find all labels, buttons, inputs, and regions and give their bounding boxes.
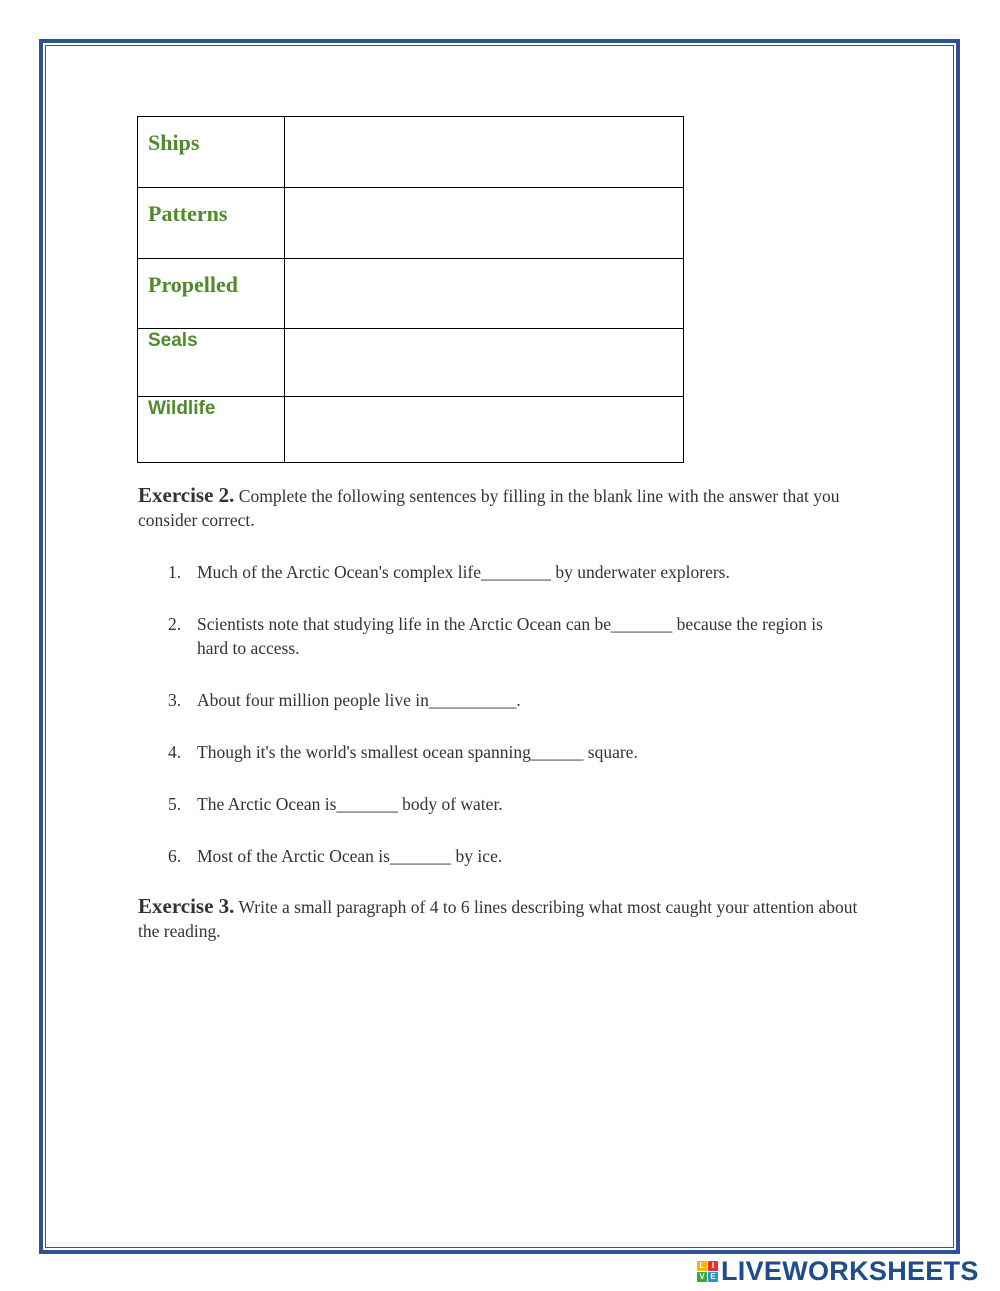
vocab-word: Propelled	[148, 272, 239, 297]
item-number: 4.	[168, 742, 182, 762]
logo-tile: E	[708, 1272, 718, 1282]
sentence-text: Much of the Arctic Ocean's complex life________ by underwater explorers.	[197, 562, 730, 582]
item-number: 5.	[168, 794, 182, 814]
word-cell	[138, 397, 285, 463]
item-number: 3.	[168, 690, 182, 710]
logo-mark-icon	[697, 1261, 718, 1282]
exercise-2-instructions: Complete the following sentences by filling in the blank line with the answer that you consider correct.	[138, 486, 840, 530]
word-cell	[138, 259, 285, 329]
table-row	[138, 259, 684, 329]
list-item	[138, 792, 858, 816]
vocab-word: Patterns	[148, 201, 228, 226]
answer-cell[interactable]	[285, 259, 684, 329]
sentence-text: The Arctic Ocean is_______ body of water.	[197, 794, 503, 814]
answer-cell[interactable]	[285, 329, 684, 397]
table-row	[138, 329, 684, 397]
list-item	[138, 612, 858, 660]
answer-cell[interactable]	[285, 117, 684, 188]
table-row	[138, 397, 684, 463]
table-row	[138, 117, 684, 188]
word-cell	[138, 188, 285, 259]
liveworksheets-logo[interactable]	[697, 1255, 979, 1287]
sentence-text: About four million people live in__________.	[197, 690, 521, 710]
list-item	[138, 688, 858, 712]
vocab-word: Ships	[148, 130, 200, 155]
exercise-3-instructions: Write a small paragraph of 4 to 6 lines describing what most caught your attention about the reading.	[138, 897, 858, 941]
sentence-text: Though it's the world's smallest ocean spanning______ square.	[197, 742, 638, 762]
answer-cell[interactable]	[285, 397, 684, 463]
sentence-list	[138, 560, 858, 896]
vocab-word: Seals	[148, 330, 198, 351]
list-item	[138, 560, 858, 584]
vocabulary-table	[137, 116, 684, 463]
word-cell	[138, 329, 285, 397]
exercise-3-title: Exercise 3.	[138, 894, 235, 918]
word-cell	[138, 117, 285, 188]
answer-cell[interactable]	[285, 188, 684, 259]
logo-tile: L	[697, 1261, 707, 1271]
list-item	[138, 844, 858, 868]
list-item	[138, 740, 858, 764]
exercise-3-heading	[138, 894, 858, 943]
table-row	[138, 188, 684, 259]
sentence-text: Most of the Arctic Ocean is_______ by ice.	[197, 846, 503, 866]
logo-tile: V	[697, 1272, 707, 1282]
item-number: 2.	[168, 614, 182, 634]
exercise-2-heading	[138, 483, 858, 532]
exercise-2-title: Exercise 2.	[138, 483, 235, 507]
logo-text: LIVEWORKSHEETS	[721, 1255, 979, 1286]
item-number: 6.	[168, 846, 182, 866]
logo-tile: I	[708, 1261, 718, 1271]
item-number: 1.	[168, 562, 182, 582]
vocab-word: Wildlife	[148, 398, 216, 419]
sentence-text: Scientists note that studying life in the Arctic Ocean can be_______ because the region is hard to access.	[197, 614, 823, 658]
